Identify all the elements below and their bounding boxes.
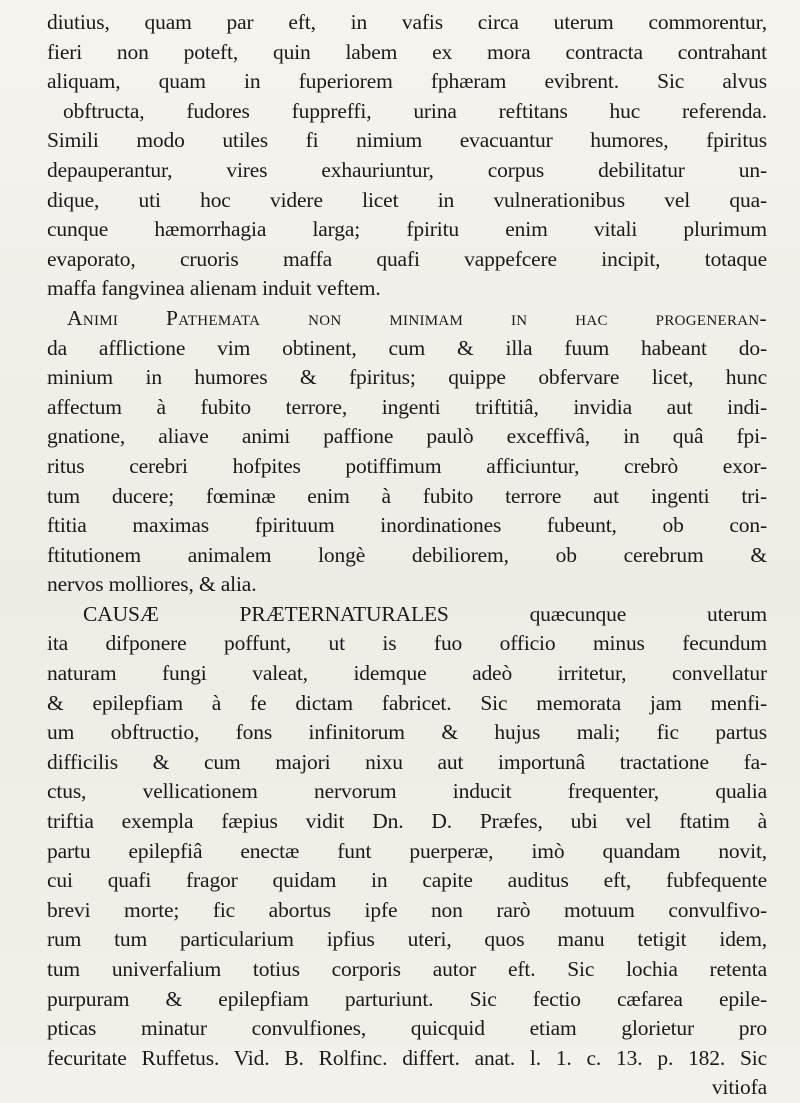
- text-line: ctus, vellicationem nervorum inducit frequenter, qualia: [47, 779, 767, 804]
- text-line: ftitia maximas fpirituum inordinationes fubeunt, ob con-: [47, 513, 767, 538]
- text-line: cui quafi fragor quidam in capite auditus eft, fubfequente: [47, 868, 767, 893]
- text-block: [47, 8, 767, 1103]
- text-line: minium in humores & fpiritus; quippe obfervare licet, hunc: [47, 365, 767, 390]
- text-line: ita difponere poffunt, ut is fuo officio minus fecundum: [47, 631, 767, 656]
- text-line: aliquam, quam in fuperiorem fphæram evibrent. Sic alvus: [47, 69, 767, 94]
- text-line: naturam fungi valeat, idemque adeò irritetur, convellatur: [47, 661, 767, 686]
- text-line: diutius, quam par eft, in vafis circa uterum commorentur,: [47, 10, 767, 34]
- text-line: maffa fangvinea alienam induit veftem.: [47, 276, 381, 301]
- text-line: Simili modo utiles fi nimium evacuantur humores, fpiritus: [47, 128, 767, 153]
- text-line: depauperantur, vires exhauriuntur, corpus debilitatur un-: [47, 157, 767, 182]
- text-line: tum ducere; fœminæ enim à fubito terrore aut ingenti tri-: [47, 483, 767, 508]
- text-line: triftia exempla fæpius vidit Dn. D. Præfes, ubi vel ftatim à: [47, 809, 767, 834]
- text-line: cunque hæmorrhagia larga; fpiritu enim vitali plurimum: [47, 217, 767, 242]
- paragraph-start-causae: CAUSÆ PRÆTERNATURALES quæcunque uterum: [83, 601, 767, 626]
- text-line: gnatione, aliave animi paffione paulò exceffivâ, in quâ fpi-: [47, 424, 767, 449]
- text-line: um obftructio, fons infinitorum & hujus mali; fic partus: [47, 720, 767, 745]
- text-line: pticas minatur convulfiones, quicquid etiam glorietur pro: [47, 1016, 767, 1041]
- text-line: ftitutionem animalem longè debiliorem, ob cerebrum &: [47, 542, 767, 567]
- text-line: partu epilepfiâ enectæ funt puerperæ, imò quandam novit,: [47, 838, 767, 863]
- catchword: vitiofa: [711, 1075, 767, 1100]
- text-line: rum tum particularium ipfius uteri, quos manu tetigit idem,: [47, 927, 767, 952]
- text-line: fieri non poteft, quin labem ex mora contracta contrahant: [47, 39, 767, 64]
- text-line: dique, uti hoc videre licet in vulnerationibus vel qua-: [47, 187, 767, 212]
- text-line: nervos molliores, & alia.: [47, 572, 257, 597]
- text-line: difficilis & cum majori nixu aut importunâ tractatione fa-: [47, 749, 767, 774]
- text-line: evaporato, cruoris maffa quafi vappefcere incipit, totaque: [47, 246, 767, 271]
- paragraph-start-animi-pathemata: Animi Pathemata non minimam in hac progeneran-: [67, 305, 767, 330]
- text-line: ritus cerebri hofpites potiffimum afficiuntur, crebrò exor-: [47, 453, 767, 478]
- text-line: fecuritate Ruffetus. Vid. B. Rolfinc. differt. anat. l. 1. c. 13. p. 182. Sic: [47, 1045, 767, 1070]
- text-line: da afflictione vim obtinent, cum & illa fuum habeant do-: [47, 335, 767, 360]
- text-line: tum univerfalium totius corporis autor eft. Sic lochia retenta: [47, 957, 767, 981]
- text-line: affectum à fubito terrore, ingenti triftitiâ, invidia aut indi-: [47, 394, 767, 419]
- text-line: brevi morte; fic abortus ipfe non rarò motuum convulfivo-: [47, 897, 767, 922]
- text-line: purpuram & epilepfiam parturiunt. Sic fectio cæfarea epile-: [47, 986, 767, 1011]
- text-line: & epilepfiam à fe dictam fabricet. Sic memorata jam menfi-: [47, 690, 767, 715]
- text-line: obftructa, fudores fuppreffi, urina reftitans huc referenda.: [63, 98, 767, 123]
